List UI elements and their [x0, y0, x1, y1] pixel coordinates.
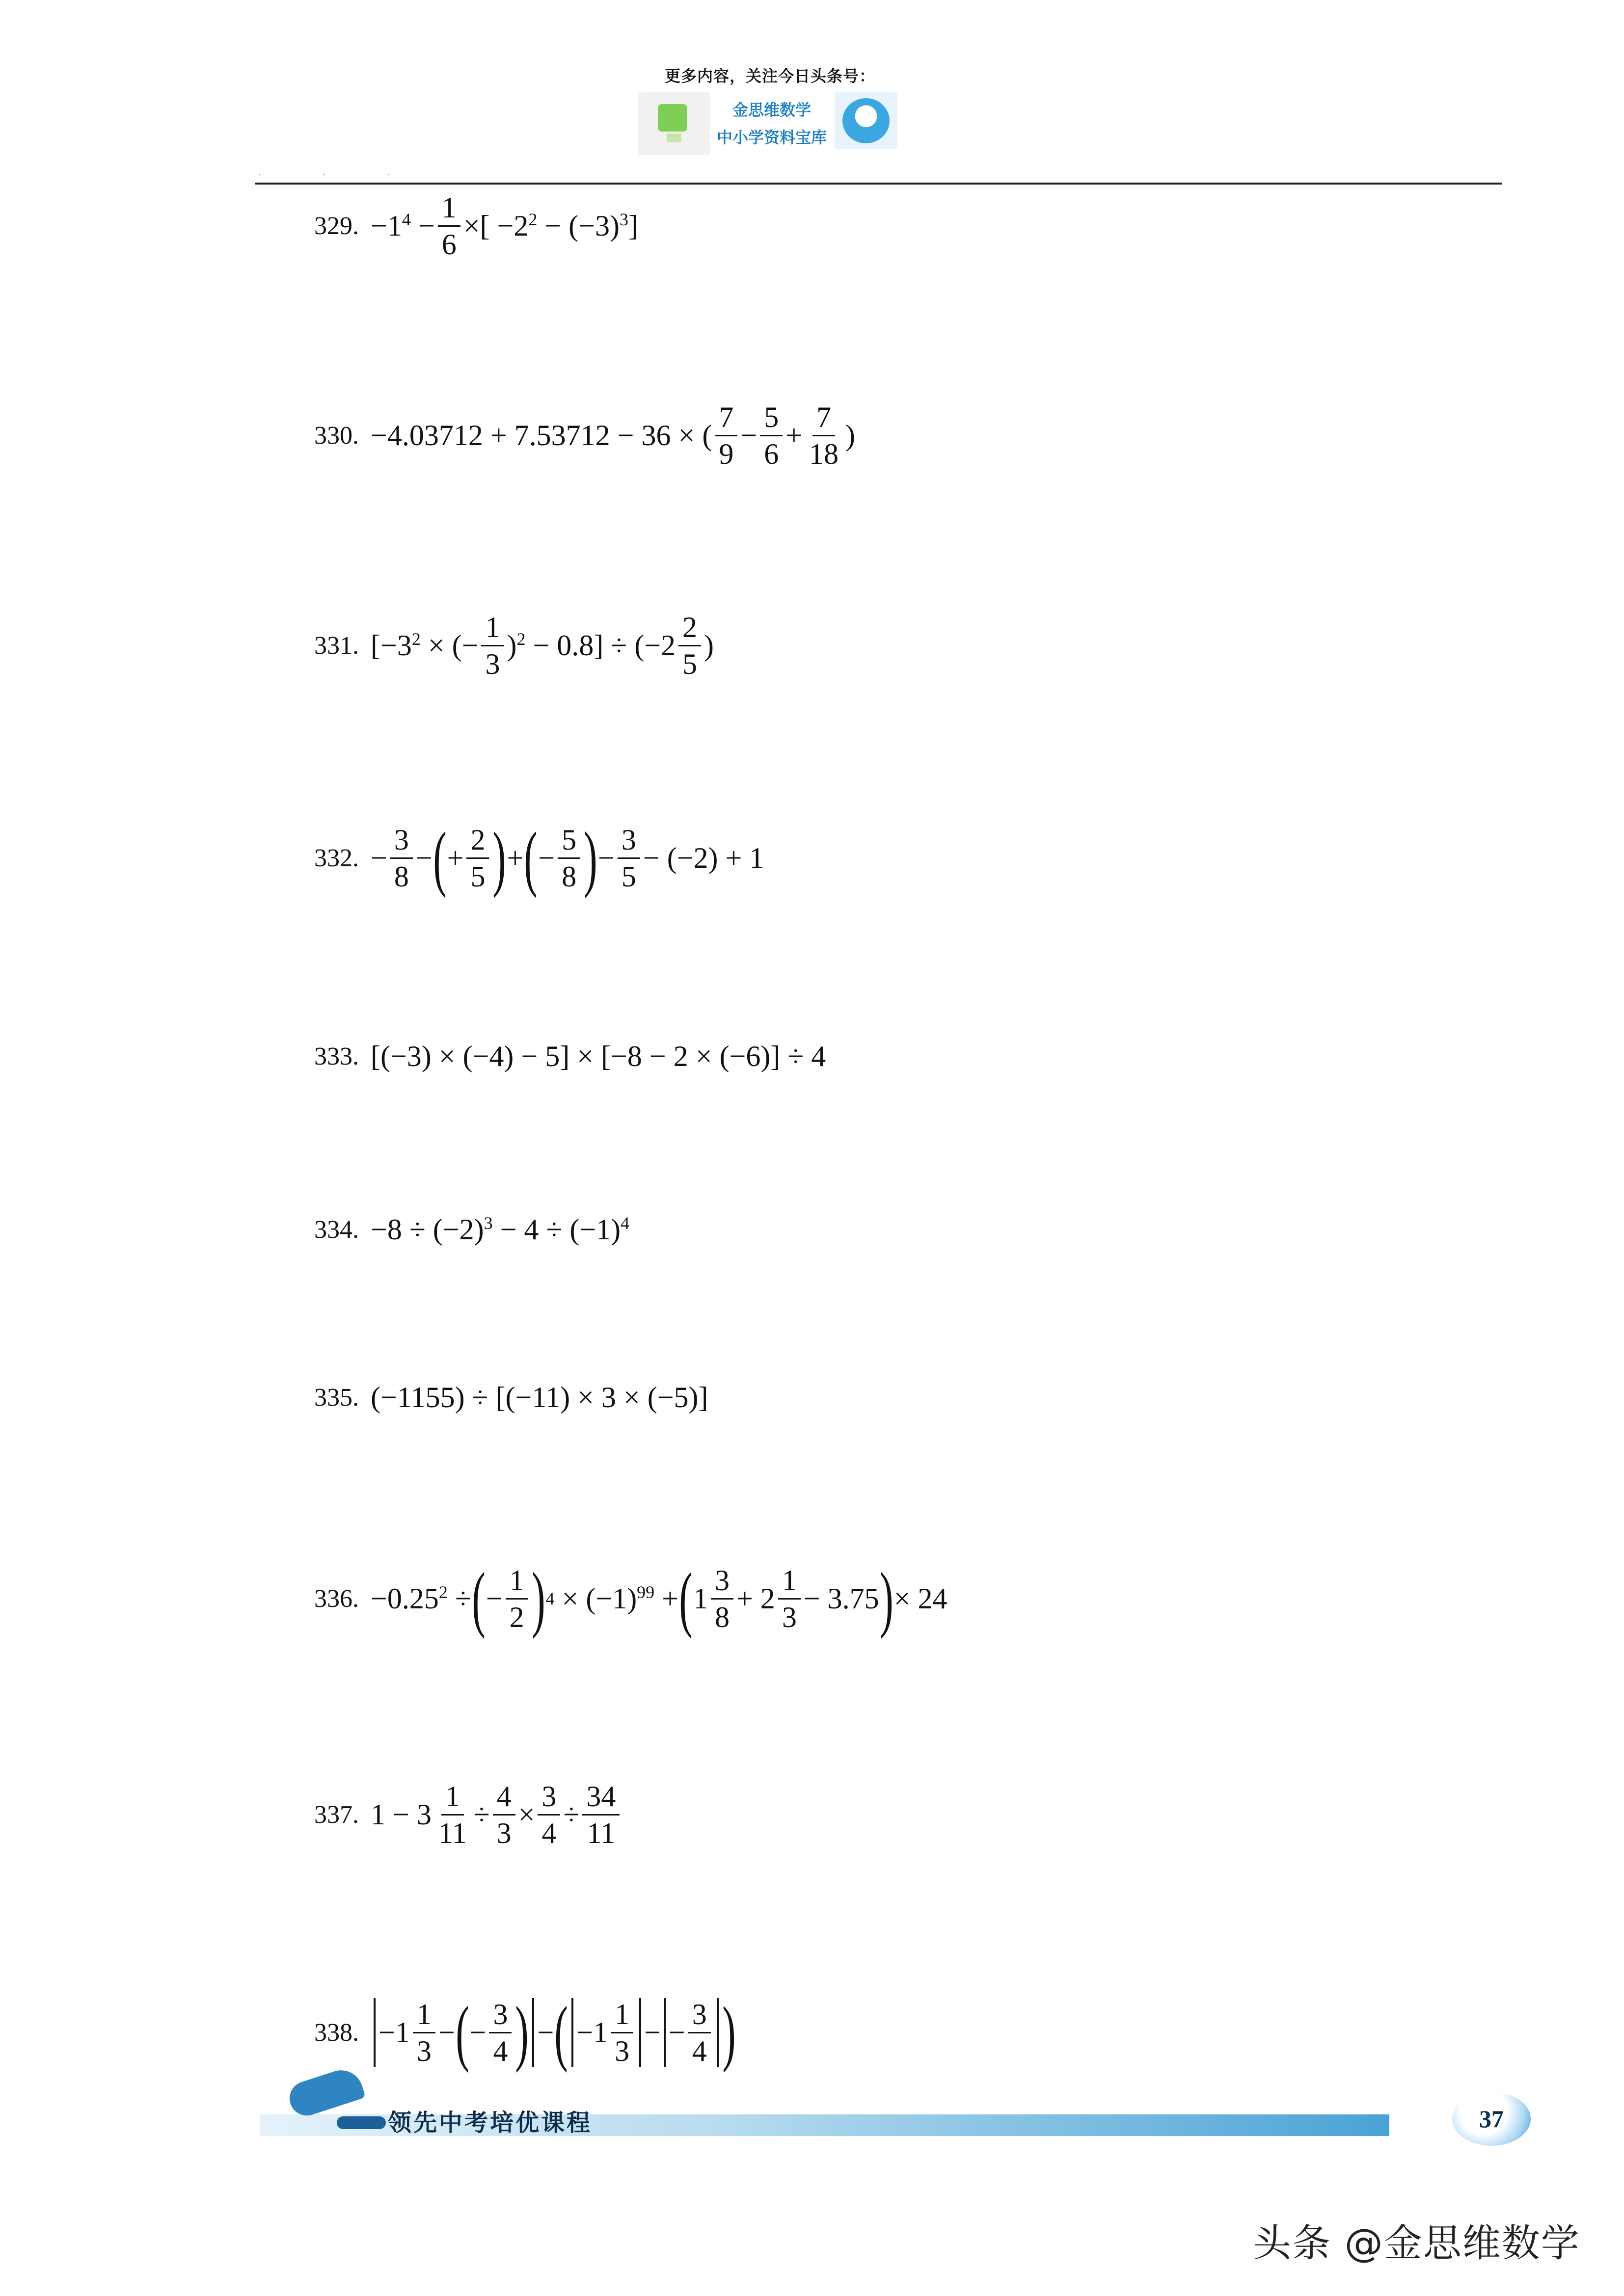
footer-course-title: 领先中考培优课程: [388, 2109, 593, 2136]
problem-331: 331. [$-3^2$ × (− $\frac{1}{3}$ )$^2$ − 0.8] ÷ (−2 $\frac{2}{5}$ ): [314, 611, 714, 680]
problem-number: 337.: [314, 1800, 359, 1829]
qr-mascot-icon: [835, 92, 897, 149]
problem-338: 338. −1 $\frac{1}{3}$ − ( − $\frac{3}{4}$ ) − ( −1 $\frac{1}{3}$ − − $\frac{3}{4}$ ): [314, 1992, 736, 2073]
problem-number: 333.: [314, 1042, 359, 1070]
problem-337: 337. 1 − 3 $\frac{1}{11}$ ÷ $\frac{4}{3}$ × $\frac{3}{4}$ ÷ $\frac{34}{11}$: [314, 1778, 623, 1851]
problem-330: 330. −4.03712 + 7.53712 − 36 × ( $\frac{7}{9}$ − $\frac{5}{6}$ + $\frac{7}{18}$ ): [314, 400, 856, 470]
dolphin-small-icon: [337, 2116, 386, 2129]
page-number: 37: [1479, 2105, 1504, 2133]
problem-number: 332.: [314, 844, 359, 872]
dolphin-icon: [285, 2065, 366, 2120]
problem-number: 329.: [314, 212, 359, 240]
brand-line-1: 金思维数学: [732, 101, 811, 119]
problem-number: 335.: [314, 1383, 359, 1412]
problem-334: 334. $-8 \div (-2)^3 - 4 \div (-1)^4$: [314, 1213, 630, 1246]
header-rule: [255, 183, 1502, 185]
header-dots: · · ·: [258, 169, 420, 180]
math-logo-icon: [638, 92, 710, 155]
problem-333: 333. [(−3) × (−4) − 5] × [−8 − 2 × (−6)] ÷ 4: [314, 1040, 826, 1072]
problem-number: 334.: [314, 1215, 359, 1244]
problem-number: 336.: [314, 1584, 359, 1613]
problem-329: 329. $-1^4$ − $\frac{1}{6}$ ×[ $-2^2 - (-3)^3$]: [314, 191, 638, 261]
problem-number: 331.: [314, 631, 359, 660]
watermark: 头条 @金思维数学: [1253, 2221, 1580, 2266]
problem-332: 332. − $\frac{3}{8}$ − ( + $\frac{2}{5}$ ) + ( − $\frac{5}{8}$ ) − $\frac{3}{5}$ − (−2) + 1: [314, 817, 764, 899]
header-notice: 更多内容，关注今日头条号：: [665, 67, 876, 85]
brand-name: [710, 96, 834, 151]
problem-number: 338.: [314, 2018, 359, 2047]
brand-line-2: 中小学资料宝库: [716, 128, 827, 147]
problem-335: 335. (−1155) ÷ [(−11) × 3 × (−5)]: [314, 1381, 708, 1414]
problem-336: 336. $-0.25^2$ ÷ ( − $\frac{1}{2}$ ) 4 × $(-1)^{99}$ + ( 1 $\frac{3}{8}$ + 2 $\frac{1}{3}$ − 3.75 ) × 24: [314, 1558, 947, 1639]
problem-number: 330.: [314, 421, 359, 450]
